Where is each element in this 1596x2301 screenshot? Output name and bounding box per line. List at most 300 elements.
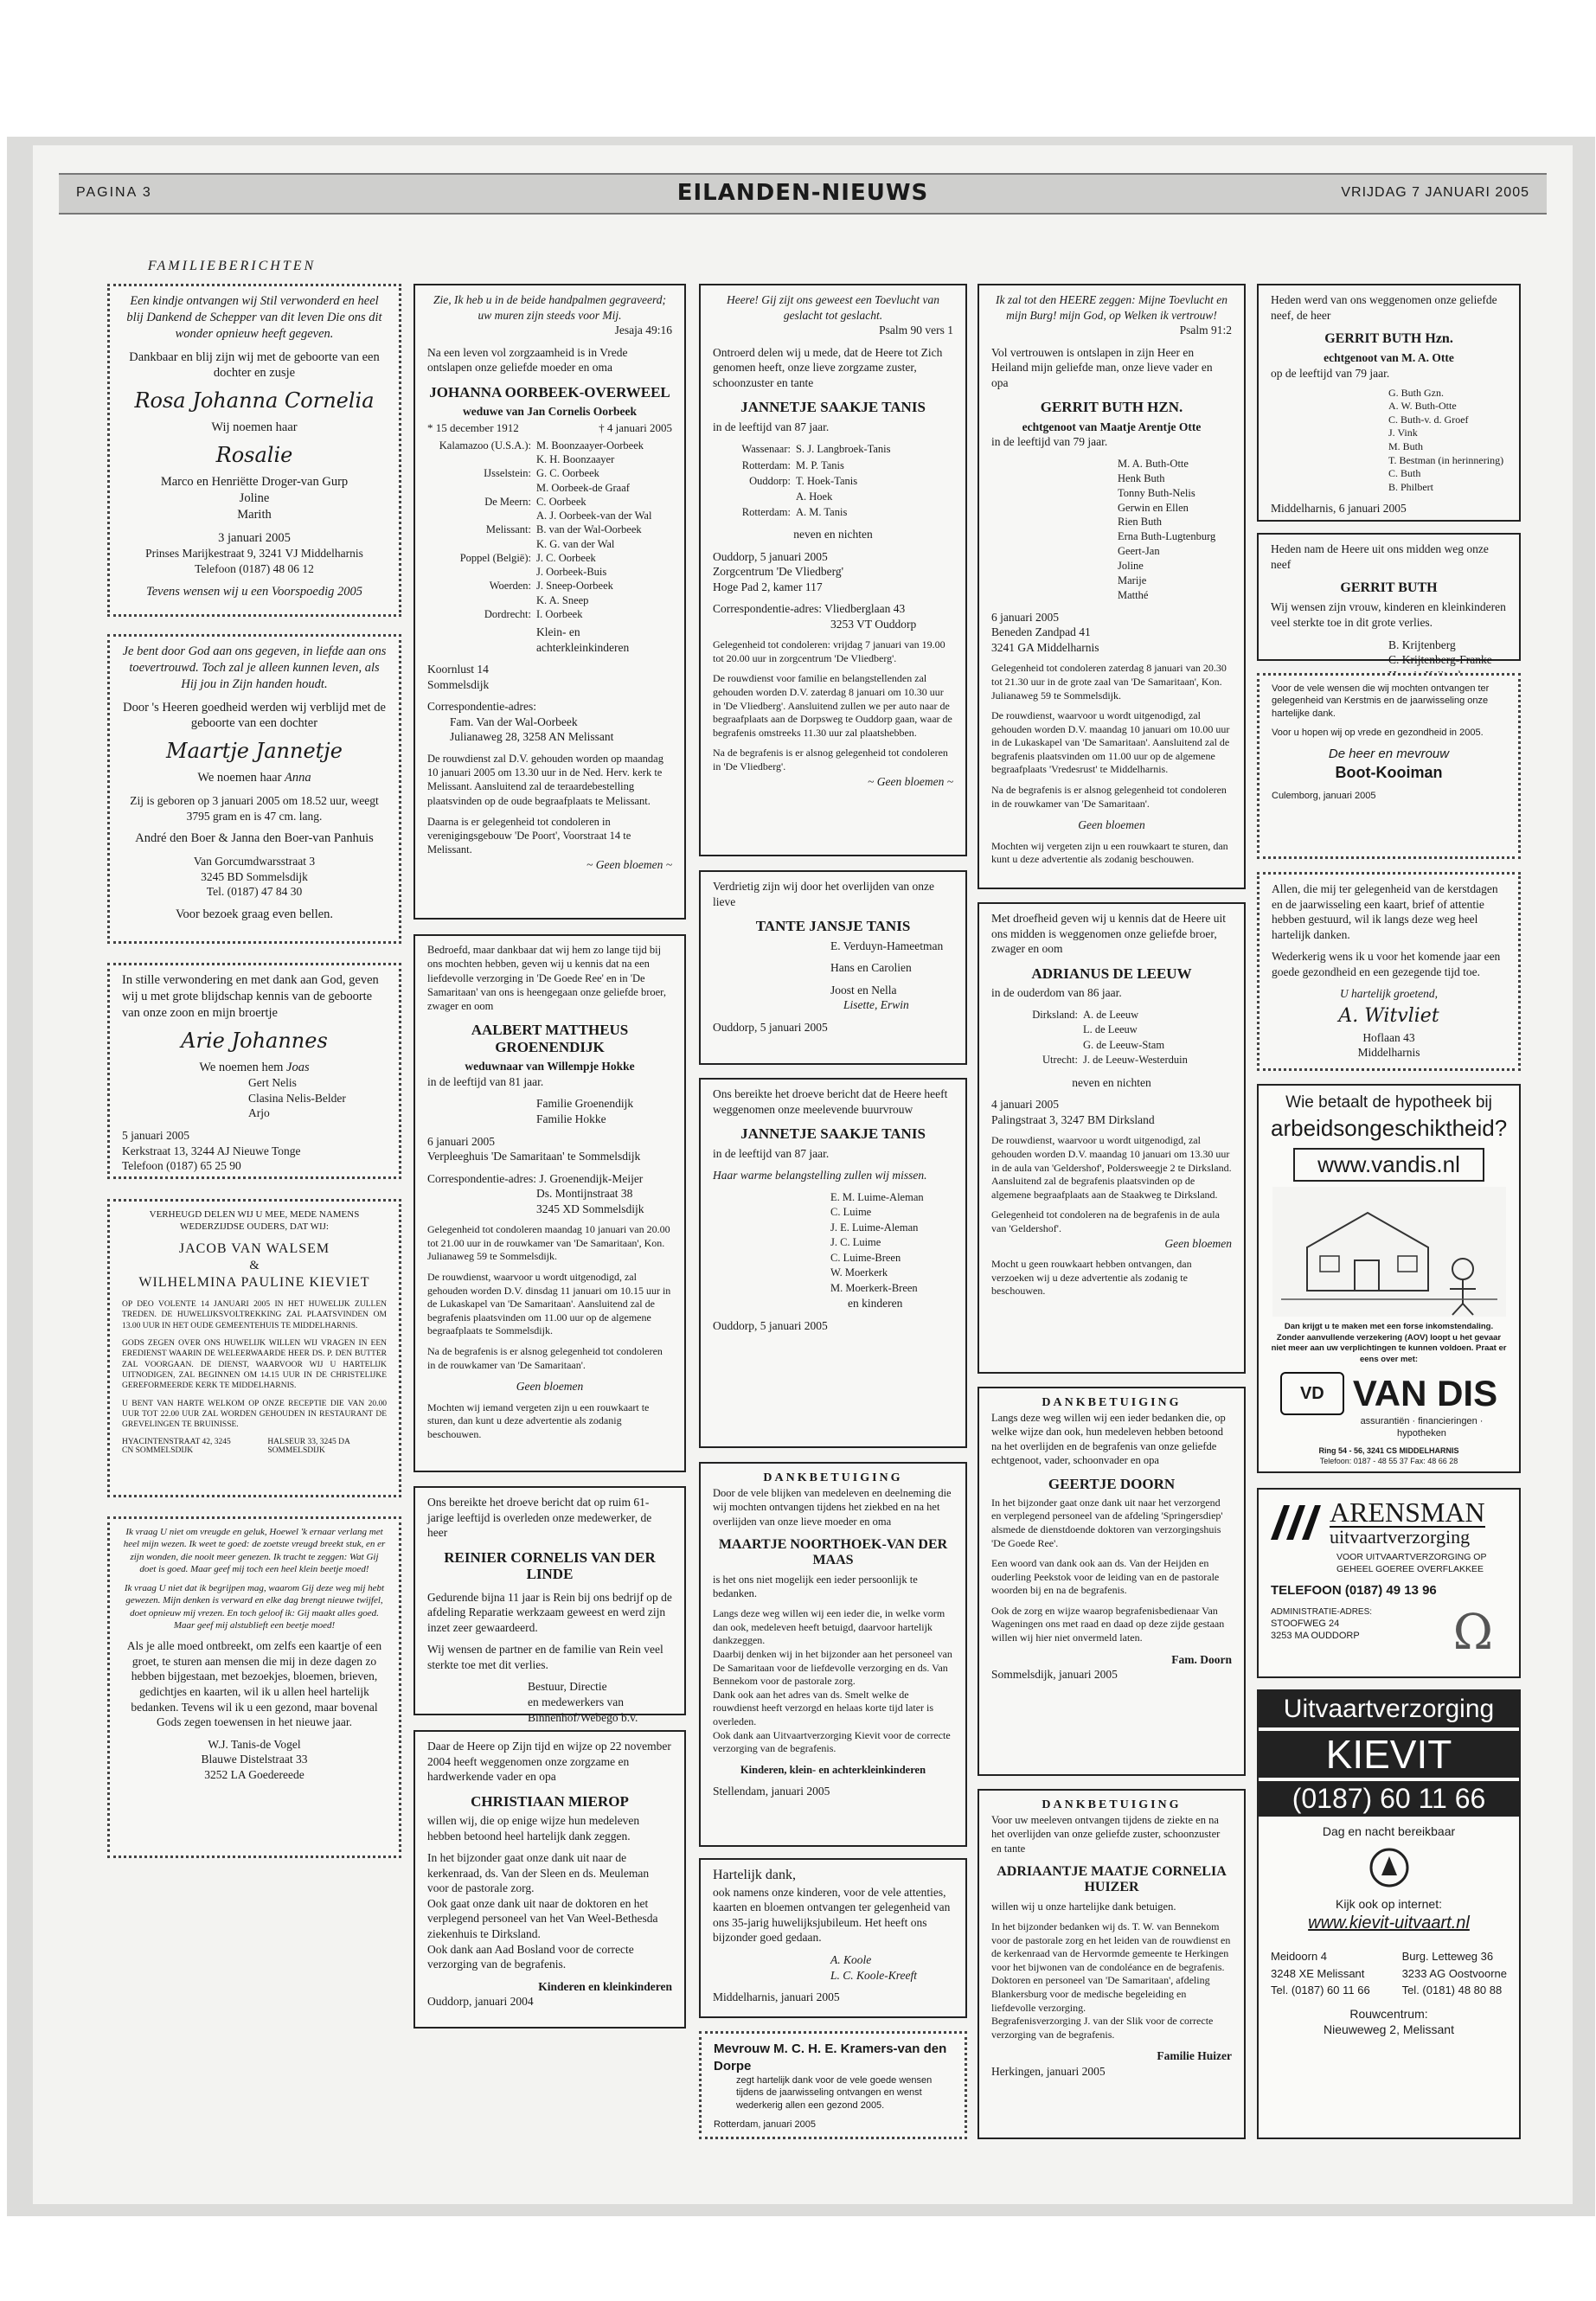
place: Middelharnis, 6 januari 2005 bbox=[1271, 502, 1407, 516]
family-place: IJsselstein: bbox=[484, 467, 531, 480]
family-member: B. van der Wal-Oorbeek bbox=[536, 523, 642, 536]
family-row bbox=[427, 452, 672, 466]
family: Familie Groenendijk bbox=[536, 1097, 634, 1111]
sibling: Arjo bbox=[248, 1106, 270, 1120]
signature: A. Koole bbox=[830, 1952, 872, 1966]
intro: Vol vertrouwen is ontslapen in zijn Heer en Heiland mijn geliefde man, onze lieve vader en opa bbox=[991, 345, 1213, 389]
call-text: We noemen haar bbox=[197, 771, 282, 785]
kievit-address: Burg. Letteweg 36 bbox=[1401, 1950, 1494, 1964]
arensman-address: 3253 MA OUDDORP bbox=[1271, 1631, 1360, 1642]
greeting-boot-kooiman bbox=[1257, 673, 1521, 859]
family-member: Geert-Jan bbox=[1118, 545, 1160, 558]
family-member: Rien Buth bbox=[1118, 516, 1163, 529]
place: Culemborg, januari 2005 bbox=[1272, 791, 1376, 802]
wish: Wederkerig wens ik u voor het komende jaar een goede gezondheid en een gezegende tijd toe. bbox=[1272, 950, 1501, 978]
correspondence-label: Correspondentie-adres: bbox=[713, 602, 822, 616]
note: Na de begrafenis is er alsnog gelegenheid tot condoleren in 'De Vliedberg'. bbox=[713, 747, 948, 773]
family-member: Henk Buth bbox=[1118, 471, 1165, 484]
address: Sommelsdijk bbox=[427, 677, 490, 691]
family-member: J. Vink bbox=[1388, 426, 1418, 439]
poem: Je bent door God aan ons gegeven, in liefde aan ons toevertrouwd. Toch zal je alleen kunnen leven, als Hij jou in Zijn handen houdt. bbox=[122, 644, 387, 691]
family-row bbox=[427, 481, 672, 495]
child-nickname: Anna bbox=[285, 771, 311, 785]
correspondence-address: 3253 VT Ouddorp bbox=[830, 617, 917, 631]
place: Sommelsdijk, januari 2005 bbox=[991, 1668, 1118, 1682]
family: E. Verduyn-Hameetman bbox=[830, 939, 944, 952]
parents: Marco en Henriëtte Droger-van Gurp bbox=[160, 475, 349, 490]
family-place: Melissant: bbox=[485, 523, 531, 536]
vandis-tagline: assurantiën · financieringen · hypotheken bbox=[1360, 1415, 1484, 1439]
phone: Tel. (0187) 47 84 30 bbox=[206, 885, 303, 899]
family-place: Dirksland: bbox=[1032, 1008, 1078, 1021]
address: Hoflaan 43 bbox=[1362, 1030, 1415, 1044]
family-place: Rotterdam: bbox=[741, 505, 791, 518]
intro: Daar de Heere op Zijn tijd en wijze op 22 november 2004 heeft weggenomen onze zorgzame en hardwerkende vader en opa bbox=[427, 1740, 671, 1784]
birth-announcement-joas bbox=[107, 963, 401, 1179]
death-date: † 4 januari 2005 bbox=[599, 420, 672, 434]
wish: Wij wensen de partner en de familie van Rein veel sterkte toe met dit verlies. bbox=[427, 1643, 663, 1671]
section-title: FAMILIEBERICHTEN bbox=[147, 259, 317, 273]
paragraph: Doktoren en personeel van 'De Samaritaan', afdeling Blankersburg voor de medische begeleiding en liefdevolle verzorging. bbox=[991, 1974, 1210, 2014]
no-flowers: Geen bloemen bbox=[1164, 1236, 1232, 1250]
no-flowers: Geen bloemen bbox=[1078, 818, 1145, 832]
correspondence-address: Fam. Van der Wal-Oorbeek bbox=[450, 715, 578, 728]
signature: W.J. Tanis-de Vogel bbox=[208, 1737, 301, 1751]
date: 4 januari 2005 bbox=[991, 1098, 1059, 1112]
family-row bbox=[713, 504, 953, 520]
verse-ref: Psalm 90 vers 1 bbox=[879, 324, 953, 337]
thank-you-mierop bbox=[413, 1730, 686, 2029]
children: en kinderen bbox=[848, 1297, 903, 1311]
thank-you-huizer bbox=[977, 1789, 1246, 2139]
family-row bbox=[427, 466, 672, 480]
obituary-tanis-neighbours bbox=[699, 1078, 967, 1448]
date: 6 januari 2005 bbox=[427, 1134, 495, 1148]
vandis-address: Ring 54 - 56, 3241 CS MIDDELHARNIS bbox=[1318, 1446, 1459, 1456]
child-name: Maartje Jannetje bbox=[166, 739, 343, 764]
kievit-phone: (0187) 60 11 66 bbox=[1259, 1781, 1519, 1817]
illustration-house-icon bbox=[1272, 1187, 1506, 1317]
obituary-van-der-linde bbox=[413, 1486, 686, 1724]
thank-you-doorn bbox=[977, 1387, 1246, 1776]
body: ook namens onze kinderen, voor de vele attenties, kaarten en bloemen ontvangen ter gelegenheid van ons 35-jarig huwelijksjubileum. Het heeft ons bijzonder goed gedaan. bbox=[713, 1885, 951, 1945]
obituary-de-leeuw bbox=[977, 902, 1246, 1374]
service-text: De rouwdienst voor familie en belangstellenden zal gehouden worden D.V. zaterdag 8 januari om 10.30 uur in 'De Vliedberg'. Aansluitend zullen we per auto naar de begraafplaats aan de Dorpsweg te Ouddorp gaan, waar de begrafenis omstreeks 11.30 uur zal plaatshebben. bbox=[713, 672, 952, 739]
vandis-logo-icon: VD bbox=[1280, 1372, 1344, 1415]
family-row bbox=[427, 579, 672, 593]
intro: VERHEUGD DELEN WIJ U MEE, MEDE NAMENS WEDERZIJDSE OUDERS, DAT WIJ: bbox=[149, 1209, 360, 1233]
family-place bbox=[991, 1038, 1083, 1054]
arensman-logo-icon bbox=[1271, 1505, 1323, 1540]
family-list bbox=[1388, 387, 1507, 495]
omega-icon: Ω bbox=[1452, 1605, 1493, 1661]
heading: DANKBETUIGING bbox=[763, 1471, 903, 1484]
intro: Dankbaar en blij zijn wij met de geboorte van een dochter en zusje bbox=[129, 349, 380, 381]
thank-you-koole bbox=[699, 1858, 967, 2018]
address: 3245 BD Sommelsdijk bbox=[201, 869, 308, 883]
deceased-name: REINIER CORNELIS VAN DER LINDE bbox=[444, 1548, 656, 1583]
vandis-brand: VAN DIS bbox=[1352, 1372, 1498, 1413]
address: Kerkstraat 13, 3244 AJ Nieuwe Tonge bbox=[122, 1144, 301, 1157]
obituary-tanis bbox=[699, 284, 967, 856]
signature: en medewerkers van bbox=[528, 1695, 624, 1709]
family-member: T. Hoek-Tanis bbox=[796, 474, 858, 487]
family-member: Matthé bbox=[1118, 588, 1149, 601]
vandis-phone: Telefoon: 0187 - 48 55 37 Fax: 48 66 28 bbox=[1319, 1457, 1458, 1466]
heading: DANKBETUIGING bbox=[1042, 1396, 1182, 1409]
poem: Een kindje ontvangen wij Stil verwonderd en heel blij Dankend de Schepper van dit leven Die ons dit wonder opnieuw heeft gegeven. bbox=[126, 294, 382, 341]
sender-title: De heer en mevrouw bbox=[1328, 747, 1450, 762]
family-member: M. Oorbeek-de Graaf bbox=[536, 481, 630, 494]
family-row bbox=[991, 1008, 1232, 1023]
thank-you-noorthoek bbox=[699, 1462, 967, 1847]
deceased-name: JOHANNA OORBEEK-OVERWEEL bbox=[429, 383, 670, 401]
arensman-advertisement bbox=[1257, 1488, 1521, 1678]
kievit-phone: Tel. (0187) 60 11 66 bbox=[1271, 1984, 1370, 1997]
family-member: C. Luime bbox=[830, 1206, 872, 1219]
family-place: Woerden: bbox=[489, 580, 531, 593]
intro: Langs deze weg willen wij een ieder bedanken die, op welke wijze dan ook, hun medeleven hebben betoond na het overlijden en de begrafenis van onze geliefde echtgenoot, vader, schoonvader en opa bbox=[991, 1412, 1226, 1466]
family-row bbox=[713, 473, 953, 489]
wedding-announcement bbox=[107, 1199, 401, 1497]
phone: Telefoon (0187) 65 25 90 bbox=[122, 1159, 241, 1173]
family-member: Tonny Buth-Nelis bbox=[1118, 486, 1195, 499]
intro: In stille verwondering en met dank aan God, geven wij u met grote blijdschap kennis van de geboorte van onze zoon en mijn broertje bbox=[122, 973, 379, 1020]
poem: Ik vraag U niet dat ik begrijpen mag, waarom Gij deze weg mij hebt gewezen. Mijn denken is verward en elke dag brengt nieuwe twijfel, doet opnieuw mij vrezen. En toch geloof ik: Gij maakt alles goed. Maar geef mij alstublieft een beetje moed! bbox=[124, 1583, 385, 1631]
wish: Voor u hopen wij op vrede en gezondheid in 2005. bbox=[1272, 727, 1484, 738]
family-member: A. Hoek bbox=[796, 490, 833, 503]
parent: Gert Nelis bbox=[248, 1076, 297, 1090]
verse: Zie, Ik heb u in de beide handpalmen gegraveerd; uw muren zijn steeds voor Mij. bbox=[433, 293, 667, 322]
service-text: De rouwdienst, waarvoor u wordt uitgenodigd, zal gehouden worden D.V. dinsdag 11 januari om 10.15 uur in de Lukaskapel van 'De Samaritaan'. Aansluitend zal de begrafenis plaatsvinden om 11.00 uur op de algemene begraafplaats te Sommelsdijk. bbox=[427, 1271, 671, 1337]
newspaper-logo: EILANDEN-NIEUWS bbox=[676, 180, 929, 206]
family-member: J. Sneep-Oorbeek bbox=[536, 580, 613, 593]
family-row bbox=[427, 522, 672, 536]
address: Koornlust 14 bbox=[427, 663, 489, 676]
address: HYACINTENSTRAAT 42, 3245 CN SOMMELSDIJK bbox=[122, 1437, 231, 1455]
body: is het ons niet mogelijk een ieder persoonlijk te bedanken. bbox=[713, 1573, 918, 1599]
ceremony-text: OP DEO VOLENTE 14 JANUARI 2005 IN HET HUWELIJK ZULLEN TREDEN. DE HUWELIJKSVOLTREKKING ZAL PLAATSVINDEN OM 13.00 UUR IN HET OUDE GEMEENTEHUIS TE MIDDELHARNIS. bbox=[122, 1300, 387, 1330]
family-row bbox=[427, 593, 672, 607]
paragraph: Ook gaat onze dank uit naar de doktoren en het verplegend personeel van het Van Weel-Bethesda ziekenhuis te Dirksland. bbox=[427, 1896, 658, 1941]
body: willen wij, die op enige wijze hun medeleven hebben betoond heel hartelijk dank zeggen. bbox=[427, 1814, 640, 1843]
obituary-buth-krijtenberg bbox=[1257, 533, 1521, 667]
address: Palingstraat 3, 3247 BM Dirksland bbox=[991, 1112, 1155, 1126]
family-member: A. de Leeuw bbox=[1083, 1008, 1139, 1021]
family-place: Poppel (België): bbox=[459, 551, 531, 564]
family-member: M. A. Buth-Otte bbox=[1118, 457, 1189, 470]
address: Prinses Marijkestraat 9, 3241 VJ Middelharnis bbox=[145, 547, 363, 561]
obituary-buth-cousin bbox=[1257, 284, 1521, 522]
condolence-text: Gelegenheid tot condoleren na de begrafenis in de aula van 'Geldershof'. bbox=[991, 1208, 1220, 1234]
deceased-name: AALBERT MATTHEUS GROENENDIJK bbox=[471, 1022, 629, 1055]
signature: Binnenhof/Webego b.v. bbox=[528, 1710, 638, 1724]
signature: L. C. Koole-Kreeft bbox=[830, 1968, 917, 1982]
paragraph: Daarbij denken wij in het bijzonder aan het personeel van De Samaritaan voor de liefdevolle verzorging en ds. Van Bennekom voor de pastorale zorg. bbox=[713, 1648, 952, 1688]
paragraph: Begrafenisverzorging J. van der Slik voor de correcte verzorging van de begrafenis. bbox=[991, 2015, 1214, 2041]
family-row bbox=[427, 537, 672, 551]
parents: André den Boer & Janna den Boer-van Panhuis bbox=[135, 831, 374, 846]
place: Middelharnis, januari 2005 bbox=[713, 1990, 840, 2004]
bride-name: WILHELMINA PAULINE KIEVIET bbox=[138, 1275, 370, 1291]
note: Na de begrafenis is er alsnog gelegenheid tot condoleren in de rouwkamer van 'De Samaritaan'. bbox=[991, 784, 1227, 810]
arensman-desc: GEHEEL GOEREE OVERFLAKKEE bbox=[1336, 1563, 1484, 1574]
condolence-text: Daarna is er gelegenheid tot condoleren in verenigingsgebouw 'De Poort', Voorstraat 14 te Melissant. bbox=[427, 815, 631, 856]
call-text: We noemen hem bbox=[199, 1060, 284, 1074]
family-member: J. C. Oorbeek bbox=[536, 551, 596, 564]
family-row bbox=[427, 607, 672, 621]
call-text: Wij noemen haar bbox=[211, 420, 298, 435]
correspondence-label: Correspondentie-adres: bbox=[427, 700, 536, 714]
family-member: T. Bestman (in herinnering) bbox=[1388, 453, 1504, 466]
parent: Clasina Nelis-Belder bbox=[248, 1091, 346, 1105]
arensman-address: STOOFWEG 24 bbox=[1271, 1618, 1340, 1629]
address: Van Gorcumdwarsstraat 3 bbox=[193, 855, 316, 868]
family-member: Erna Buth-Lugtenburg bbox=[1118, 530, 1216, 543]
deceased-name: GERRIT BUTH Hzn. bbox=[1324, 331, 1453, 347]
body: willen wij u onze hartelijke dank betuigen. bbox=[991, 1900, 1176, 1913]
vandis-url[interactable]: www.vandis.nl bbox=[1293, 1148, 1484, 1182]
family-member: K. A. Sneep bbox=[536, 593, 589, 606]
date: 3 januari 2005 bbox=[218, 530, 291, 545]
condolence-text: Gelegenheid tot condoleren zaterdag 8 januari van 20.30 tot 21.30 uur in de grote zaal van 'De Samaritaan', Kon. Julianaweg 59 te Sommelsdijk. bbox=[991, 662, 1227, 702]
footer: Voor bezoek graag even bellen. bbox=[175, 907, 334, 921]
place: Zorgcentrum 'De Vliedberg' bbox=[713, 565, 844, 579]
intro: Heden werd van ons weggenomen onze geliefde neef, de heer bbox=[1271, 293, 1497, 322]
family: Hans en Carolien bbox=[830, 961, 912, 975]
family-row bbox=[427, 565, 672, 579]
family-place: Ouddorp: bbox=[749, 474, 791, 487]
family-row bbox=[991, 1038, 1232, 1054]
birth-details: Zij is geboren op 3 januari 2005 om 18.52 uur, weegt 3795 gram en is 47 cm. lang. bbox=[130, 794, 379, 823]
family-member: A. W. Buth-Otte bbox=[1388, 400, 1457, 413]
intro: Ons bereikte het droeve bericht dat op ruim 61-jarige leeftijd is overleden onze medewerker, de heer bbox=[427, 1496, 652, 1540]
sibling: Joline bbox=[239, 490, 270, 505]
deceased-name: ADRIANUS DE LEEUW bbox=[1031, 965, 1192, 982]
family-row bbox=[427, 495, 672, 509]
family-list bbox=[1118, 457, 1232, 603]
birth-announcement-anna bbox=[107, 634, 401, 944]
family-list bbox=[427, 439, 672, 621]
child-nickname: Rosalie bbox=[215, 443, 293, 468]
kievit-phone: Tel. (0181) 48 80 88 bbox=[1401, 1984, 1503, 1997]
intro: Heden nam de Heere uit ons midden weg onze neef bbox=[1271, 542, 1489, 571]
paragraph: Ook dank aan Uitvaartverzorging Kievit voor de correcte verzorging van de begrafenis. bbox=[713, 1728, 951, 1755]
family-row bbox=[991, 1022, 1232, 1038]
birth-date: * 15 december 1912 bbox=[427, 420, 519, 434]
intro: Voor uw meeleven ontvangen tijdens de ziekte en na het overlijden van onze geliefde zuster, schoonzuster en tante bbox=[991, 1814, 1221, 1855]
kievit-address: 3248 XE Melissant bbox=[1271, 1966, 1365, 1980]
address: Blauwe Distelstraat 33 bbox=[201, 1753, 308, 1766]
intro: Ons bereikte het droeve bericht dat de Heere heeft weggenomen onze meelevende buurvrouw bbox=[713, 1087, 948, 1116]
family-member: C. Buth bbox=[1388, 467, 1421, 480]
place: Verpleeghuis 'De Samaritaan' te Sommelsdijk bbox=[427, 1150, 641, 1163]
obituary-oorbeek bbox=[413, 284, 686, 920]
deceased-name: TANTE JANSJE TANIS bbox=[755, 918, 911, 935]
family-place bbox=[427, 593, 536, 607]
paragraph: Een woord van dank ook aan ds. Van der Heijden en ouderling Peekstok voor de leiding van en de pastorale woorden bij en na de begrafenis. bbox=[991, 1557, 1220, 1597]
kievit-web-label: Kijk ook op internet: bbox=[1336, 1897, 1442, 1912]
place: Rotterdam, januari 2005 bbox=[714, 2118, 817, 2130]
body: Allen, die mij ter gelegenheid van de kerstdagen en de jaarwisseling een kaart, brief of attentie hebben gestuurd, wil ik langs deze weg heel hartelijk danken. bbox=[1272, 882, 1498, 941]
thank-you-tanis bbox=[107, 1516, 401, 1858]
birth-announcement-rosalie bbox=[107, 284, 401, 617]
correspondence-address: Ds. Montijnstraat 38 bbox=[536, 1187, 633, 1201]
no-flowers: ~ Geen bloemen ~ bbox=[586, 857, 672, 871]
family: Joost en Nella bbox=[830, 983, 897, 997]
child-name: Arie Johannes bbox=[181, 1028, 328, 1053]
intro: Na een leven vol zorgzaamheid is in Vrede ontslapen onze geliefde moeder en oma bbox=[427, 345, 628, 375]
age: in de leeftijd van 87 jaar. bbox=[713, 420, 830, 433]
family-place: Wassenaar: bbox=[741, 443, 791, 456]
family-place: Dordrecht: bbox=[484, 607, 531, 620]
family-member: I. Oorbeek bbox=[536, 607, 583, 620]
kievit-advertisement bbox=[1257, 1689, 1521, 2139]
family-member: G. Buth Gzn. bbox=[1388, 386, 1444, 399]
body: Wij wensen zijn vrouw, kinderen en kleinkinderen veel sterkte toe in dit grote verlies. bbox=[1271, 600, 1506, 630]
subtitle: weduwnaar van Willempje Hokke bbox=[465, 1060, 635, 1074]
signature: B. Krijtenberg bbox=[1388, 638, 1456, 651]
body: Voor de vele wensen die wij mochten ontvangen ter gelegenheid van Kerstmis en de jaarwisseling onze hartelijke dank. bbox=[1272, 683, 1490, 719]
thanks: Mocht u geen rouwkaart hebben ontvangen, dan verzoeken wij u deze advertentie als zodanig te beschouwen. bbox=[991, 1258, 1192, 1298]
place: Ouddorp, januari 2004 bbox=[427, 1995, 534, 2009]
signature: Kinderen en kleinkinderen bbox=[538, 1979, 672, 1993]
no-flowers: ~ Geen bloemen ~ bbox=[868, 774, 953, 788]
family-member: C. Buth-v. d. Groef bbox=[1388, 413, 1469, 426]
note: Na de begrafenis is er alsnog gelegenheid tot condoleren in de rouwkamer van 'De Samaritaan'. bbox=[427, 1345, 663, 1371]
phone: Telefoon (0187) 48 06 12 bbox=[195, 561, 314, 575]
ampersand: & bbox=[249, 1259, 260, 1273]
family-member: L. de Leeuw bbox=[1083, 1023, 1138, 1036]
kievit-web-link[interactable]: www.kievit-uitvaart.nl bbox=[1308, 1913, 1470, 1933]
intro: Bedroefd, maar dankbaar dat wij hem zo lange tijd bij ons mochten hebben, geven wij u kennis dat na een liefdevolle verzorging in 'De Goede Ree' en in 'De Samaritaan' van ons is heengegaan onze geliefde broer, zwager en oom bbox=[427, 944, 666, 1012]
paragraph: In het bijzonder bedanken wij ds. T. W. van Bennekom voor de pastorale zorg en het leiden van de rouwdienst en de kerkenraad van de Hervormde gemeente te Herkingen voor het bijwonen van de condoléance en de begrafenis. bbox=[991, 1920, 1231, 1973]
obituary-groenendijk bbox=[413, 934, 686, 1472]
signature: Familie Huizer bbox=[1157, 2049, 1232, 2063]
child-nickname: Joas bbox=[286, 1060, 310, 1074]
kievit-address: 3233 AG Oostvoorne bbox=[1401, 1966, 1507, 1980]
intro: Verdrietig zijn wij door het overlijden van onze lieve bbox=[713, 880, 935, 908]
family-place: Utrecht: bbox=[1042, 1054, 1078, 1067]
family-member: K. G. van der Wal bbox=[536, 537, 615, 550]
body: zegt hartelijk dank voor de vele goede wensen tijdens de jaarwisseling ontvangen en wenst wederkerig allen een gezond 2005. bbox=[736, 2075, 933, 2111]
family-member: M. Buth bbox=[1388, 439, 1424, 452]
thanks: Mochten wij vergeten zijn u een rouwkaart te sturen, dan kunt u deze advertentie als zodanig beschouwen. bbox=[991, 839, 1228, 866]
age: in de leeftijd van 87 jaar. bbox=[713, 1146, 830, 1160]
arensman-phone-label: TELEFOON bbox=[1271, 1583, 1342, 1599]
verse-ref: Jesaja 49:16 bbox=[614, 324, 672, 337]
obituary-tante-jansje bbox=[699, 870, 967, 1065]
correspondence-address: Vliedberglaan 43 bbox=[824, 602, 906, 616]
family-list bbox=[830, 1190, 953, 1297]
family: Lisette, Erwin bbox=[843, 998, 909, 1012]
family-place bbox=[427, 537, 536, 551]
paragraph: Langs deze weg willen wij een ieder die, in welke vorm dan ook, medeleven heeft betuigd, daarvoor hartelijk dankzeggen. bbox=[713, 1607, 945, 1647]
ad-question: arbeidsongeschiktheid? bbox=[1271, 1114, 1508, 1141]
greeting: U hartelijk groetend, bbox=[1339, 987, 1439, 1001]
family-place bbox=[427, 481, 536, 495]
family-member: K. H. Boonzaayer bbox=[536, 453, 615, 466]
subtitle: weduwe van Jan Cornelis Oorbeek bbox=[462, 405, 637, 419]
greeting-witvliet bbox=[1257, 872, 1521, 1071]
family-member: Marije bbox=[1118, 574, 1147, 586]
kievit-header: Uitvaartverzorging bbox=[1259, 1691, 1519, 1727]
address: 3252 LA Goedereede bbox=[204, 1767, 304, 1781]
date: 6 januari 2005 bbox=[991, 610, 1059, 624]
body: Als je alle moed ontbreekt, om zelfs een kaartje of een groet, te sturen aan mensen die mij in deze dagen zo hebben bijgestaan, met bezoekjes, bloemen, brieven, gedichtjes en kaarten, wil ik u allen heel hartelijk bedanken. Tevens wil ik u een gezond, maar bovenal Gods zegen toewensen in het nieuwe jaar. bbox=[126, 1639, 382, 1729]
verse: Ik zal tot den HEERE zeggen: Mijne Toevlucht en mijn Burg! mijn God, op Welken ik vertrouw! bbox=[996, 293, 1227, 322]
age: op de leeftijd van 79 jaar. bbox=[1271, 367, 1390, 381]
intro: Door 's Heeren goedheid werden wij verblijd met de geboorte van een dochter bbox=[123, 700, 386, 731]
thanks: Mochten wij iemand vergeten zijn u een rouwkaart te sturen, dan kunt u deze advertentie als zodanig beschouwen. bbox=[427, 1400, 650, 1440]
place: Herkingen, januari 2005 bbox=[991, 2064, 1106, 2078]
family-place: De Meern: bbox=[484, 495, 531, 508]
body: Gedurende bijna 11 jaar is Rein bij ons bedrijf op de afdeling Reparatie werkzaam geweest en werd zijn inzet zeer gewaardeerd. bbox=[427, 1590, 672, 1634]
age: in de leeftijd van 81 jaar. bbox=[427, 1074, 544, 1088]
signature: Bestuur, Directie bbox=[528, 1680, 607, 1694]
family-member: M. Moerkerk-Breen bbox=[830, 1281, 918, 1294]
paragraph: Ook de zorg en wijze waarop begrafenisbedienaar Van Wageningen ons met raad en daad op deze zijde gestaan willen wij hier niet onvermeld laten. bbox=[991, 1604, 1225, 1644]
date: 5 januari 2005 bbox=[122, 1129, 189, 1143]
arensman-phone: (0187) 49 13 96 bbox=[1344, 1583, 1437, 1599]
church-text: GODS ZEGEN OVER ONS HUWELIJK WILLEN WIJ VRAGEN IN EEN EREDIENST WAARIN DE WELEERWAARDE HEER DS. P. DEN BUTTER ZAL VOORGAAN. DE DIENST, WAARVOOR WIJ U HARTELIJK UITNODIGEN, ZAL BEGINNEN OM 14.15 UUR IN DE CHRISTELIJKE GEREFORMEERDE KERK TE MIDDELHARNIS. bbox=[122, 1339, 387, 1391]
nephews-nieces: neven en nichten bbox=[1072, 1075, 1151, 1089]
family-list bbox=[991, 1008, 1232, 1068]
family-member: J. de Leeuw-Westerduin bbox=[1083, 1054, 1188, 1067]
intro: Ontroerd delen wij u mede, dat de Heere tot Zich genomen heeft, onze lieve zorgzame zuster, schoonzuster en tante bbox=[713, 345, 943, 389]
family-row bbox=[713, 441, 953, 457]
family-member: G. C. Oorbeek bbox=[536, 467, 599, 480]
newspaper-page bbox=[33, 145, 1573, 2204]
family-member: A. M. Tanis bbox=[796, 505, 848, 518]
signature: Fam. Doorn bbox=[1171, 1652, 1232, 1666]
family-member: Gerwin en Ellen bbox=[1118, 501, 1189, 514]
family-member: B. Philbert bbox=[1388, 480, 1434, 493]
intro: Door de vele blijken van medeleven en deelneming die wij mochten ontvangen tijdens het ziekbed en na het overlijden van onze lieve moeder en oma bbox=[713, 1487, 952, 1528]
correspondence-address: 3245 XD Sommelsdijk bbox=[536, 1202, 644, 1215]
sibling: Marith bbox=[237, 507, 272, 522]
deceased-name: ADRIAANTJE MAATJE CORNELIA HUIZER bbox=[997, 1863, 1227, 1895]
arensman-subtitle: uitvaartverzorging bbox=[1330, 1526, 1485, 1547]
correspondence-address: Julianaweg 28, 3258 AN Melissant bbox=[450, 730, 614, 744]
arensman-desc: VOOR UITVAARTVERZORGING OP bbox=[1336, 1552, 1487, 1562]
family-row bbox=[991, 1053, 1232, 1068]
grandchildren: Klein- en achterkleinkinderen bbox=[536, 625, 630, 654]
family-member: A. J. Oorbeek-van der Wal bbox=[536, 510, 652, 522]
kievit-emblem-icon bbox=[1369, 1848, 1409, 1888]
paragraph: Dank ook aan het adres van ds. Smelt welke de rouwdienst heeft verzorgd en helaas korte tijd later is overleden. bbox=[713, 1688, 934, 1727]
family-member: S. J. Langbroek-Tanis bbox=[796, 443, 891, 456]
sender-name: Boot-Kooiman bbox=[1335, 763, 1443, 781]
address: Middelharnis bbox=[1357, 1046, 1420, 1060]
correspondence-label: Correspondentie-adres: bbox=[427, 1171, 536, 1185]
family-row bbox=[713, 489, 953, 504]
paragraph: In het bijzonder gaat onze dank uit naar de kerkenraad, ds. Van der Sleen en ds. Meuleman voor de pastorale zorg. bbox=[427, 1851, 650, 1895]
reception-text: U BENT VAN HARTE WELKOM OP ONZE RECEPTIE DIE VAN 20.00 UUR TOT 22.00 UUR ZAL WORDEN GEHOUDEN IN RESTAURANT DE GREVELINGEN TE BRUINISSE. bbox=[122, 1399, 387, 1430]
age: in de leeftijd van 79 jaar. bbox=[991, 435, 1108, 449]
verse: Heere! Gij zijt ons geweest een Toevlucht van geslacht tot geslacht. bbox=[726, 293, 940, 322]
date: Ouddorp, 5 januari 2005 bbox=[713, 549, 828, 563]
family-row bbox=[427, 551, 672, 565]
family-member: C. Luime-Breen bbox=[830, 1251, 901, 1264]
vandis-advertisement bbox=[1257, 1084, 1521, 1473]
deceased-name: JANNETJE SAAKJE TANIS bbox=[740, 1125, 926, 1143]
service-text: De rouwdienst zal D.V. gehouden worden op maandag 10 januari 2005 om 13.30 uur in de Ned. Herv. kerk te Melissant. Aansluitend zal de teraardebestelling plaatsvinden op de oude begraafplaats te Melissant. bbox=[427, 752, 663, 807]
family-member: W. Moerkerk bbox=[830, 1266, 888, 1279]
paragraph: In het bijzonder gaat onze dank uit naar het verzorgend en verplegend personeel van de afdeling 'Springersdiep' alsmede de dienstdoende doktoren van verzorgingshuis 'De Goede Ree'. bbox=[991, 1496, 1223, 1549]
child-name: Rosa Johanna Cornelia bbox=[134, 388, 375, 413]
signature: Kinderen, klein- en achterkleinkinderen bbox=[740, 1763, 926, 1776]
